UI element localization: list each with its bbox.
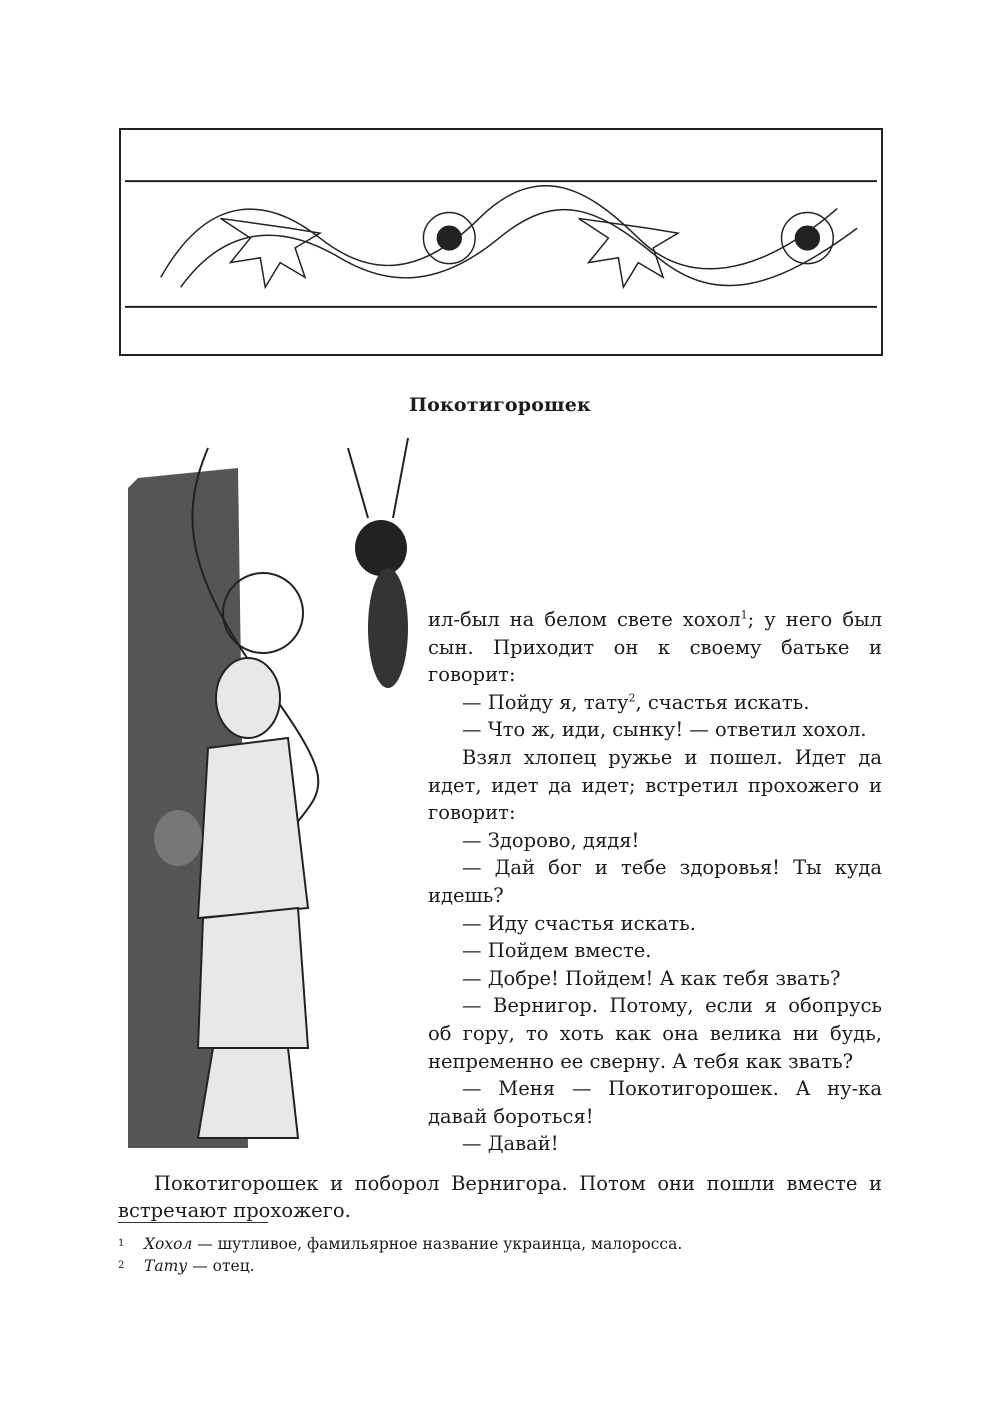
paragraph: — Пойдем вместе. [462,939,652,963]
paragraph: — Что ж, иди, сынку! — ответил хохол. [462,718,867,742]
paragraph: — Дай бог и тебе здоровья! Ты куда идешь? [428,856,882,907]
decorative-header-banner [119,128,883,356]
paragraph: — Иду счастья искать. [462,911,696,935]
paragraph: — Добре! Пойдем! А как тебя звать? [462,966,841,990]
footnotes [118,1233,882,1277]
paragraph: — Вернигор. Потому, если я обопрусь об гору, то хоть как она велика ни будь, непременно ее сверну. А тебя как звать? [428,994,882,1073]
footnote: 1 Хохол — шутливое, фамильярное название украинца, малоросса. [118,1235,683,1253]
bottom-paragraph: Покотигорошек и поборол Вернигора. Потом они пошли вместе и встречают прохожего. [118,1171,882,1223]
paragraph: — Меня — Покотигорошек. А ну-ка давай бороться! [428,1077,882,1128]
story-title: Покотигорошек [409,394,591,416]
footnote: 2 Тату — отец. [118,1257,255,1275]
paragraph: ил-был на белом свете хохол$^1$; у него был сын. Приходит он к своему батьке и говорит: [428,608,882,687]
story-text [428,606,882,1158]
paragraph: — Давай! [462,1132,559,1156]
footnote-divider [118,1222,268,1223]
paragraph: — Пойду я, тату$^2$, счастья искать. [462,690,810,714]
boy-and-insect-illustration [118,428,448,1148]
paragraph: — Здорово, дядя! [462,828,640,852]
paragraph: Взял хлопец ружье и пошел. Идет да идет, идет да идет; встретил прохожего и говорит: [428,745,882,825]
